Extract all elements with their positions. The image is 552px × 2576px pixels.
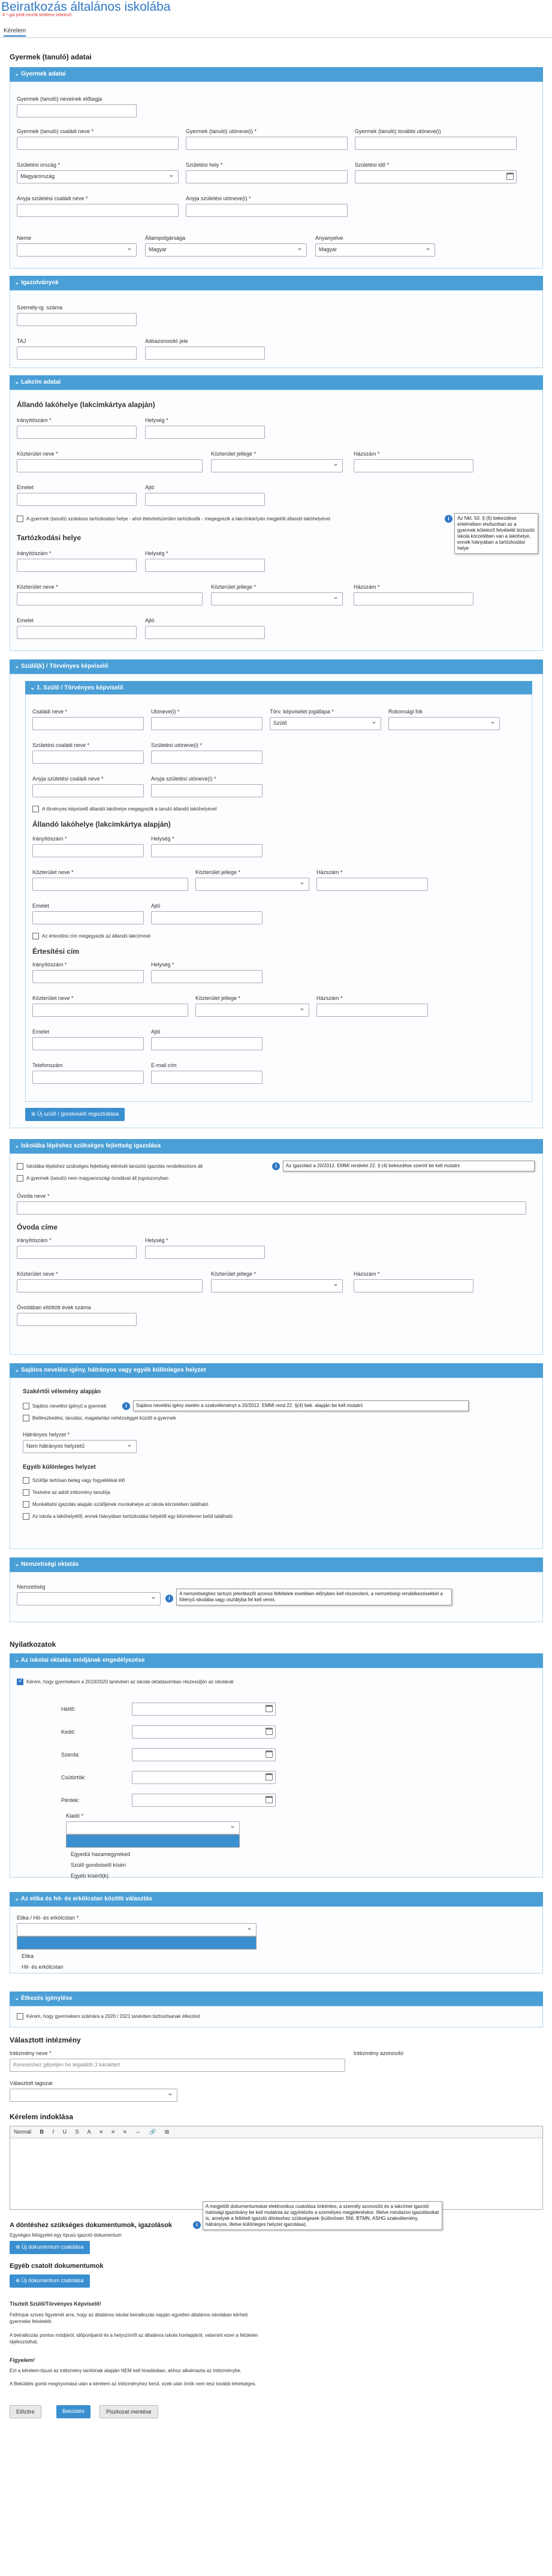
align-right-icon[interactable]: ≡ bbox=[123, 2129, 126, 2135]
kg-street-input[interactable] bbox=[17, 1279, 203, 1292]
parent-same-address-checkbox[interactable] bbox=[32, 806, 39, 812]
sni-tooltip: Sajátos nevelési igény esetén a szakvéleményt a 20/2012. EMMI rend 22. §(4) bek. alapján be kell mutatni bbox=[133, 1400, 469, 1411]
parent-floor-label: Emelet bbox=[32, 903, 50, 909]
editor-toolbar bbox=[10, 2126, 542, 2138]
city-label: Helység * bbox=[145, 417, 168, 423]
afternoon-care-label: Kérem, hogy gyermekem a 2019/2020 tanévben az iskolai oktatásomban részesüljön az iskolánál bbox=[26, 1679, 234, 1685]
ethics-option-religion[interactable]: Hit- és erkölcstan bbox=[22, 1964, 64, 1970]
submit-button[interactable]: Beküldés bbox=[56, 2405, 91, 2418]
temp-street-type-label: Közterület jellege * bbox=[211, 584, 257, 590]
parent-street-input[interactable] bbox=[32, 878, 188, 891]
calendar-icon[interactable] bbox=[266, 1796, 273, 1803]
birth-place-input[interactable] bbox=[186, 170, 348, 183]
table-icon[interactable]: ⊞ bbox=[164, 2129, 170, 2135]
nationality-tooltip: A nemzetiséghez tartozó jelentkezőt azonos feltételek esetében előnyben kell részesíteni, a nemzetiségi rendelkezésekkel a fölényű iskolába vagy osztályba fel kell venni. bbox=[176, 1589, 452, 1605]
kg-street-label: Közterület neve * bbox=[17, 1271, 58, 1277]
strike-icon[interactable]: S bbox=[75, 2129, 79, 2135]
temp-floor-label: Emelet bbox=[17, 617, 34, 623]
city-input[interactable] bbox=[145, 426, 265, 439]
release-option-parent[interactable]: Szülő gondviselő kíséri bbox=[71, 1862, 126, 1868]
info-icon[interactable]: i bbox=[272, 1162, 280, 1170]
monday-time-input[interactable] bbox=[132, 1703, 276, 1716]
friday-time-input[interactable] bbox=[132, 1794, 276, 1807]
chevron-down-icon: ⌄ bbox=[30, 685, 37, 691]
warning-heading: Figyelem! bbox=[10, 2357, 35, 2363]
other-situation-heading: Egyéb különleges helyzet bbox=[23, 1464, 96, 1471]
chevron-down-icon: ⌄ bbox=[14, 379, 22, 385]
temp-city-input[interactable] bbox=[145, 559, 265, 572]
street-type-select[interactable] bbox=[211, 459, 343, 472]
request-editor[interactable] bbox=[10, 2126, 543, 2210]
declarations-heading: Nyilatkozatok bbox=[10, 1640, 56, 1649]
temp-zip-label: Irányítószám * bbox=[17, 550, 52, 556]
notice-paragraph-1: Felhívjuk szíves figyelmét arra, hogy az általános iskolai beiratkozás napján egyetlen általános iskolában kérheti gyermeke felvételét. bbox=[10, 2312, 248, 2324]
street-label: Közterület neve * bbox=[17, 451, 58, 457]
chevron-down-icon: ⌄ bbox=[14, 1561, 22, 1568]
mother-tongue-label: Anyanyelve bbox=[315, 235, 343, 241]
kg-house-input[interactable] bbox=[354, 1279, 473, 1292]
prefix-label: Gyermek (tanuló) neveinek előtagja bbox=[17, 96, 102, 102]
foreign-kindergarten-checkbox[interactable] bbox=[17, 1175, 23, 1182]
parent-street-label: Közterület neve * bbox=[32, 869, 74, 875]
temp-street-label: Közterület neve * bbox=[17, 584, 58, 590]
sni-checkbox[interactable] bbox=[23, 1403, 29, 1409]
kg-street-type-select[interactable] bbox=[211, 1279, 343, 1292]
sick-parent-label: Szülője tartósan beteg vagy fogyatékkal élő bbox=[32, 1478, 125, 1483]
chevron-down-icon: ⌄ bbox=[14, 1367, 22, 1373]
notify-same-label: Az értesítési cím megegyezik az állandó lakcímmel bbox=[42, 933, 150, 939]
notify-street-input[interactable] bbox=[32, 1004, 188, 1017]
page-title: Beiratkozás általános iskolába bbox=[1, 0, 171, 14]
birth-country-label: Születési ország * bbox=[17, 162, 61, 168]
track-label: Választott tagozat bbox=[10, 2080, 53, 2086]
ids-section-bar[interactable]: ⌄ Igazolványok bbox=[10, 276, 543, 290]
wednesday-label: Szerda: bbox=[61, 1752, 80, 1758]
kg-zip-label: Irányítószám * bbox=[17, 1237, 52, 1243]
tax-id-label: Adóazonosító jele bbox=[145, 338, 188, 344]
parent-house-label: Házszám * bbox=[316, 869, 343, 875]
parent-mother-family-input[interactable] bbox=[32, 784, 144, 797]
nationality-section-bar[interactable]: ⌄ Nemzetiségi oktatás bbox=[10, 1557, 543, 1572]
parent1-bar[interactable]: ⌄ 1. Szülő / Törvényes képviselő bbox=[25, 681, 532, 694]
parent-street-type-label: Közterület jellege * bbox=[195, 869, 241, 875]
disadvantage-select[interactable]: Nem hátrányos helyzetű ⌄ bbox=[23, 1440, 137, 1453]
birth-date-label: Születési idő * bbox=[355, 162, 390, 168]
given-name-input[interactable] bbox=[186, 137, 348, 150]
temp-floor-input[interactable] bbox=[17, 626, 137, 639]
align-center-icon[interactable]: ≡ bbox=[111, 2129, 115, 2135]
documents-subtext: Egységes felügyelet egy típusú igazoló dokumentum bbox=[10, 2232, 122, 2238]
legal-status-label: Törv. képviselet jogállapa * bbox=[270, 709, 334, 715]
address-tooltip: Az Nkt. 50. § (6) bekezdése értelmében elsősorban az a gyermek kötelező felvételét biztosító iskola körzetében van a lakóhelye, ennek hiányában a tartózkodási helye bbox=[454, 513, 538, 554]
format-select[interactable]: Normál bbox=[14, 2129, 32, 2135]
fitness-cert-label: Iskolába lépéshez szükséges fejlettség elérését tanúsító igazolás rendelkezésre áll bbox=[26, 1164, 203, 1169]
parent-mother-given-label: Anyja születési utóneve(i) * bbox=[151, 776, 216, 782]
parent-zip-input[interactable] bbox=[32, 844, 144, 857]
font-color-icon[interactable]: A bbox=[87, 2129, 91, 2135]
attach-other-document-button[interactable]: ⊕ Új dokumentum csatolása bbox=[10, 2274, 90, 2288]
distance-checkbox[interactable] bbox=[23, 1513, 29, 1520]
tuesday-label: Kedd: bbox=[61, 1729, 76, 1735]
warning-paragraph-2: A Beküldés gomb megnyomása után a kérelem az intézményhez kerül, ezek után önök nem lesz tovább lehetséges. bbox=[10, 2381, 257, 2387]
info-icon[interactable]: i bbox=[445, 515, 453, 523]
parent-birth-family-input[interactable] bbox=[32, 751, 144, 764]
kindergarten-name-label: Óvoda neve * bbox=[17, 1193, 50, 1199]
mother-family-label: Anyja születési családi neve * bbox=[17, 195, 88, 201]
notify-house-label: Házszám * bbox=[316, 995, 343, 1001]
given-name2-label: Gyermek (tanuló) további utóneve(i) bbox=[355, 128, 441, 134]
info-icon[interactable]: i bbox=[193, 2221, 201, 2229]
kindergarten-name-input[interactable] bbox=[17, 1201, 526, 1215]
relation-label: Rokonsági fok bbox=[388, 709, 423, 715]
notify-zip-label: Irányítószám * bbox=[32, 962, 67, 968]
distance-label: Az iskola a lakóhelyétől, ennek hiányában tartózkodási helyétől egy kilométeren belül található bbox=[32, 1514, 233, 1519]
workplace-checkbox[interactable] bbox=[23, 1501, 29, 1508]
kg-zip-input[interactable] bbox=[17, 1246, 137, 1259]
kg-city-label: Helység * bbox=[145, 1237, 168, 1243]
sni-label: Sajátos nevelési igényű a gyermek bbox=[32, 1403, 107, 1409]
ethics-label: Etika / Hit- és erkölcstan * bbox=[17, 1915, 79, 1921]
notify-floor-label: Emelet bbox=[32, 1029, 50, 1035]
door-input[interactable] bbox=[145, 493, 265, 506]
mother-given-input[interactable] bbox=[186, 204, 348, 217]
floor-input[interactable] bbox=[17, 493, 137, 506]
release-select[interactable] bbox=[66, 1821, 240, 1834]
kg-years-label: Óvodában eltöltött évek száma bbox=[17, 1304, 91, 1310]
plus-icon: ⊕ bbox=[31, 1111, 38, 1117]
btmn-checkbox[interactable] bbox=[23, 1415, 29, 1421]
street-type-label: Közterület jellege * bbox=[211, 451, 257, 457]
tax-id-input[interactable] bbox=[145, 347, 265, 360]
notify-floor-input[interactable] bbox=[32, 1037, 144, 1050]
child-heading: Gyermek (tanuló) adatai bbox=[10, 53, 92, 61]
parent-permanent-heading: Állandó lakóhelye (lakcímkártya alapján) bbox=[32, 820, 171, 828]
temp-street-input[interactable] bbox=[17, 592, 203, 605]
parent-door-input[interactable] bbox=[151, 911, 263, 924]
warning-paragraph-1: Ezt a kérelem-típust az intézmény tanítónak alapján NEM kell hiradásban, ahhoz alkalmazta az intézménybe. bbox=[10, 2368, 242, 2373]
release-option-alone[interactable]: Egyedül hazamegyreked bbox=[71, 1851, 131, 1857]
add-parent-button[interactable]: ⊕ Új szülő / gondviselő regisztrálása bbox=[25, 1108, 125, 1121]
thursday-label: Csütörtök: bbox=[61, 1774, 86, 1780]
zip-label: Irányítószám * bbox=[17, 417, 52, 423]
permanent-address-heading: Állandó lakóhelye (lakcímkártya alapján) bbox=[17, 400, 155, 409]
chevron-down-icon: ⌄ bbox=[14, 1143, 22, 1149]
align-left-icon[interactable]: ≡ bbox=[99, 2129, 103, 2135]
parent-given-label: Utóneve(i) * bbox=[151, 709, 180, 715]
parent-same-address-label: A törvényes képviselő állandó lakóhelye megegyezik a tanuló állandó lakóhelyével bbox=[42, 806, 217, 812]
phone-input[interactable] bbox=[32, 1071, 144, 1084]
temp-door-label: Ajtó bbox=[145, 617, 155, 623]
parent-floor-input[interactable] bbox=[32, 911, 144, 924]
plus-icon: ⊕ bbox=[16, 2244, 22, 2250]
street-input[interactable] bbox=[17, 459, 203, 472]
sex-label: Neme bbox=[17, 235, 32, 241]
sick-parent-checkbox[interactable] bbox=[23, 1477, 29, 1484]
ethics-dropdown[interactable] bbox=[17, 1936, 257, 1950]
indent-icon[interactable]: ⇔ bbox=[135, 2129, 141, 2135]
birth-place-label: Születési hely * bbox=[186, 162, 223, 168]
school-id-label: Intézmény azonosító bbox=[354, 2050, 404, 2056]
phone-label: Telefonszám bbox=[32, 1062, 63, 1068]
notify-street-type-select[interactable] bbox=[195, 1004, 309, 1017]
zip-input[interactable] bbox=[17, 426, 137, 439]
notify-door-label: Ajtó bbox=[151, 1029, 161, 1035]
notice-heading: Tisztelt Szülő/Törvényes Képviselő! bbox=[10, 2301, 101, 2307]
school-name-label: Intézmény neve * bbox=[10, 2050, 52, 2056]
taj-label: TAJ bbox=[17, 338, 26, 344]
ethics-option-ethics[interactable]: Etika bbox=[22, 1953, 34, 1959]
bold-icon[interactable]: B bbox=[40, 2129, 44, 2135]
btmn-label: Beilleszkedési, tanulási, magatartási nehézséggel küzdő a gyermek bbox=[32, 1415, 176, 1421]
calendar-icon[interactable] bbox=[266, 1705, 273, 1712]
link-icon[interactable]: 🔗 bbox=[149, 2129, 156, 2135]
family-name-label: Gyermek (tanuló) családi neve * bbox=[17, 128, 94, 134]
prefix-input[interactable] bbox=[17, 104, 137, 117]
notice-paragraph-2: A beiratkozás pontos módjáról, időpontjairól és a helyszínről az általános iskola honlapjáról, valamint ezen a felületen tájékozódhat. bbox=[10, 2333, 258, 2345]
meals-checkbox[interactable] bbox=[17, 2013, 23, 2020]
wednesday-time-input[interactable] bbox=[132, 1748, 276, 1761]
parent-city-label: Helység * bbox=[151, 836, 174, 842]
floor-label: Emelet bbox=[17, 484, 34, 490]
parent-city-input[interactable] bbox=[151, 844, 263, 857]
workplace-label: Munkáltatói igazolás alapján szülőjének munkahelye az iskola körzetében található bbox=[32, 1502, 209, 1507]
italic-icon[interactable]: I bbox=[52, 2129, 55, 2135]
chevron-down-icon: ⌄ bbox=[14, 1995, 22, 2002]
dropdown-highlight[interactable] bbox=[17, 1937, 256, 1949]
disadvantage-label: Hátrányos helyzet * bbox=[23, 1432, 70, 1438]
parent-mother-given-input[interactable] bbox=[151, 784, 263, 797]
notify-street-type-label: Közterület jellege * bbox=[195, 995, 241, 1001]
family-name-input[interactable] bbox=[17, 137, 179, 150]
parent-given-input[interactable] bbox=[151, 717, 263, 730]
foreign-kindergarten-label: A gyermek (tanuló) nem magyarországi óvodával áll jogviszonyban bbox=[26, 1176, 169, 1181]
release-label: Kiadó * bbox=[66, 1813, 84, 1819]
parent-birth-family-label: Születési családi neve * bbox=[32, 742, 90, 748]
special-section-bar[interactable]: ⌄ Sajátos nevelési igény, hátrányos vagy egyéb különleges helyzet bbox=[10, 1363, 543, 1378]
sex-select[interactable] bbox=[17, 243, 137, 257]
sibling-checkbox[interactable] bbox=[23, 1489, 29, 1496]
tab-divider bbox=[0, 37, 552, 38]
given-name2-input[interactable] bbox=[355, 137, 517, 150]
temp-door-input[interactable] bbox=[145, 626, 265, 639]
id-number-input[interactable] bbox=[17, 313, 137, 326]
meals-section-bar[interactable]: ⌄ Étkezés igénylése bbox=[10, 1991, 543, 2006]
ethics-select[interactable] bbox=[17, 1923, 257, 1936]
documents-tooltip: A megjelölt dokumentumokat elektronikus csatolása önkéntes, a személy azonosító és a lakcímet igazoló hatósági igazolvány be kell mutatnia az ügyintézés a személyes megjelenéskor. Illetve mindazon igazolásokat is, amelyek a feltételt igazoló dönteshez szükségesek (különösen SNI, BTMN, ASHG szakvélemény, hátrányos, illetve különleges helyzet igazolása). bbox=[203, 2201, 442, 2230]
chevron-down-icon: ⌄ bbox=[14, 1657, 21, 1664]
chevron-down-icon: ⌄ bbox=[14, 663, 22, 670]
thursday-time-input[interactable] bbox=[132, 1771, 276, 1784]
house-number-input[interactable] bbox=[354, 459, 473, 472]
plus-icon: ⊕ bbox=[16, 2277, 22, 2283]
birth-country-select[interactable]: Magyarország ⌄ bbox=[17, 170, 179, 183]
email-label: E-mail cím bbox=[151, 1062, 177, 1068]
same-address-checkbox[interactable] bbox=[17, 516, 23, 522]
notify-city-label: Helység * bbox=[151, 962, 174, 968]
calendar-icon[interactable] bbox=[266, 1728, 273, 1735]
parent-family-input[interactable] bbox=[32, 717, 144, 730]
door-label: Ajtó bbox=[145, 484, 155, 490]
mother-given-label: Anyja születési utóneve(i) * bbox=[186, 195, 251, 201]
chevron-down-icon: ⌄ bbox=[14, 71, 22, 77]
meals-label: Kérem, hogy gyermekem számára a 2020 / 2021 tanévben biztosítsanak étkezést bbox=[26, 2014, 200, 2019]
temp-house-input[interactable] bbox=[354, 592, 473, 605]
mother-tongue-select[interactable]: Magyar ⌄ bbox=[315, 243, 435, 257]
kindergarten-address-heading: Óvoda címe bbox=[17, 1223, 58, 1231]
sibling-label: Testvére az adott intézmény tanulója bbox=[32, 1490, 110, 1495]
parent-zip-label: Irányítószám * bbox=[32, 836, 67, 842]
friday-label: Péntek: bbox=[61, 1797, 80, 1803]
calendar-icon[interactable] bbox=[266, 1751, 273, 1758]
dropdown-highlight[interactable] bbox=[67, 1835, 239, 1847]
notify-address-heading: Értesítési cím bbox=[32, 947, 80, 956]
child-section-bar[interactable]: ⌄ Gyermek adatai bbox=[10, 67, 543, 82]
parent-family-label: Családi neve * bbox=[32, 709, 68, 715]
fitness-tooltip: Az igazolást a 20/2012. EMMI rendelet 22. § (4) bekezdése szerint be kell mutatni bbox=[283, 1161, 535, 1171]
kg-street-type-label: Közterület jellege * bbox=[211, 1271, 257, 1277]
tab-kerelem[interactable]: Kérelem bbox=[4, 28, 26, 37]
notify-house-input[interactable] bbox=[316, 1004, 428, 1017]
same-address-label: A gyermek (tanuló) szokásos tartózkodási helye - ahol életvitelszerűen tartózkodik - megegyezik a lakcímkártyán megjelölt állandó lakóhelyével bbox=[26, 516, 330, 522]
id-number-label: Személy-ig. száma bbox=[17, 305, 63, 311]
documents-heading: A döntéshez szükséges dokumentumok, igazolások bbox=[10, 2222, 172, 2229]
afternoon-care-checkbox[interactable] bbox=[17, 1679, 23, 1685]
info-icon[interactable]: i bbox=[165, 1595, 173, 1602]
info-icon[interactable]: i bbox=[122, 1402, 130, 1410]
chosen-school-heading: Választott intézmény bbox=[10, 2036, 81, 2044]
temp-zip-input[interactable] bbox=[17, 559, 137, 572]
house-number-label: Házszám * bbox=[354, 451, 380, 457]
request-heading: Kérelem indoklása bbox=[10, 2113, 74, 2121]
mother-family-input[interactable] bbox=[17, 204, 179, 217]
temporary-address-heading: Tartózkodási helye bbox=[17, 534, 82, 542]
parent-street-type-select[interactable] bbox=[195, 878, 309, 891]
parent-mother-family-label: Anyja születési családi neve * bbox=[32, 776, 104, 782]
kg-years-input[interactable] bbox=[17, 1313, 137, 1326]
temp-street-type-select[interactable] bbox=[211, 592, 343, 605]
required-note: A *-gal jelölt mezők kitöltése kötelező. bbox=[2, 13, 73, 17]
school-search-input[interactable]: Kereséshez gépeljen be legalább 3 karaktert bbox=[10, 2059, 345, 2072]
kg-house-label: Házszám * bbox=[354, 1271, 380, 1277]
relation-select[interactable] bbox=[388, 717, 500, 730]
monday-label: Hétfő: bbox=[61, 1706, 76, 1712]
calendar-icon[interactable] bbox=[506, 173, 514, 180]
temp-house-label: Házszám * bbox=[354, 584, 380, 590]
nationality-label: Nemzetiség bbox=[17, 1584, 46, 1590]
citizenship-select[interactable]: Magyar ⌄ bbox=[145, 243, 307, 257]
notify-city-input[interactable] bbox=[151, 970, 263, 983]
kg-city-input[interactable] bbox=[145, 1246, 265, 1259]
address-section-bar[interactable]: ⌄ Lakcím adatai bbox=[10, 375, 543, 390]
fitness-section-bar[interactable]: ⌄ Iskolába lépéshez szükséges fejlettség igazolása bbox=[10, 1139, 543, 1153]
birth-date-input[interactable] bbox=[355, 170, 517, 183]
parent-door-label: Ajtó bbox=[151, 903, 161, 909]
chevron-down-icon: ⌄ bbox=[14, 1896, 21, 1902]
citizenship-label: Állampolgársága bbox=[145, 235, 186, 241]
study-section-bar[interactable]: ⌄ Az iskolai oktatás módjának engedélyezése bbox=[10, 1653, 543, 1668]
temp-city-label: Helység * bbox=[145, 550, 168, 556]
other-docs-heading: Egyéb csatolt dokumentumok bbox=[10, 2262, 104, 2270]
notify-same-checkbox[interactable] bbox=[32, 933, 39, 939]
calendar-icon[interactable] bbox=[266, 1773, 273, 1780]
expert-opinion-heading: Szakértői vélemény alapján bbox=[23, 1388, 101, 1395]
legal-status-select[interactable]: Szülő ⌄ bbox=[270, 717, 381, 730]
given-name-label: Gyermek (tanuló) utóneve(i) * bbox=[186, 128, 257, 134]
tuesday-time-input[interactable] bbox=[132, 1725, 276, 1739]
chevron-down-icon: ⌄ bbox=[14, 279, 22, 286]
track-select[interactable] bbox=[10, 2089, 177, 2102]
parent-birth-given-input[interactable] bbox=[151, 751, 263, 764]
taj-input[interactable] bbox=[17, 347, 137, 360]
underline-icon[interactable]: U bbox=[62, 2129, 67, 2135]
notify-street-label: Közterület neve * bbox=[32, 995, 74, 1001]
attach-document-button[interactable]: ⊕ Új dokumentum csatolása bbox=[10, 2241, 90, 2254]
fitness-cert-checkbox[interactable] bbox=[17, 1163, 23, 1170]
parent-house-input[interactable] bbox=[316, 878, 428, 891]
email-input[interactable] bbox=[151, 1071, 263, 1084]
previous-button[interactable]: Előzőre bbox=[10, 2405, 41, 2418]
notify-door-input[interactable] bbox=[151, 1037, 263, 1050]
nationality-select[interactable] bbox=[17, 1592, 161, 1605]
ethics-section-bar[interactable]: ⌄ Az etika és hit- és erkölcstan közötti választás bbox=[10, 1892, 543, 1906]
parent-birth-given-label: Születési utóneve(i) * bbox=[151, 742, 203, 748]
notify-zip-input[interactable] bbox=[32, 970, 144, 983]
parents-section-bar[interactable]: ⌄ Szülő(k) / Törvényes képviselő bbox=[10, 659, 543, 674]
release-dropdown[interactable] bbox=[66, 1834, 240, 1848]
release-option-other[interactable]: Egyéb kísérő(k) bbox=[71, 1873, 109, 1879]
save-draft-button[interactable]: Piszkozat mentése bbox=[99, 2405, 158, 2418]
